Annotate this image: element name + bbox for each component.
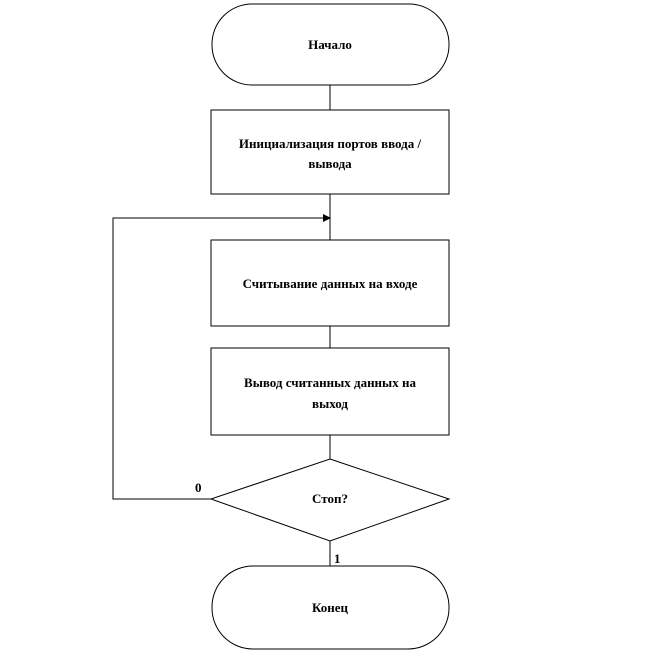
init-label-line1: Инициализация портов ввода / — [238, 136, 422, 151]
output-label-line1: Вывод считанных данных на — [244, 375, 416, 390]
branch-no-label: 0 — [195, 480, 202, 495]
init-label-line2: вывода — [308, 156, 352, 171]
end-label: Конец — [311, 600, 349, 615]
decision-label: Стоп? — [312, 491, 348, 506]
read-label: Считывание данных на входе — [242, 276, 418, 291]
output-process-box — [211, 348, 449, 435]
start-label: Начало — [308, 37, 352, 52]
branch-yes-label: 1 — [334, 551, 341, 566]
output-label-line2: выход — [312, 396, 348, 411]
init-process-box — [211, 110, 449, 194]
